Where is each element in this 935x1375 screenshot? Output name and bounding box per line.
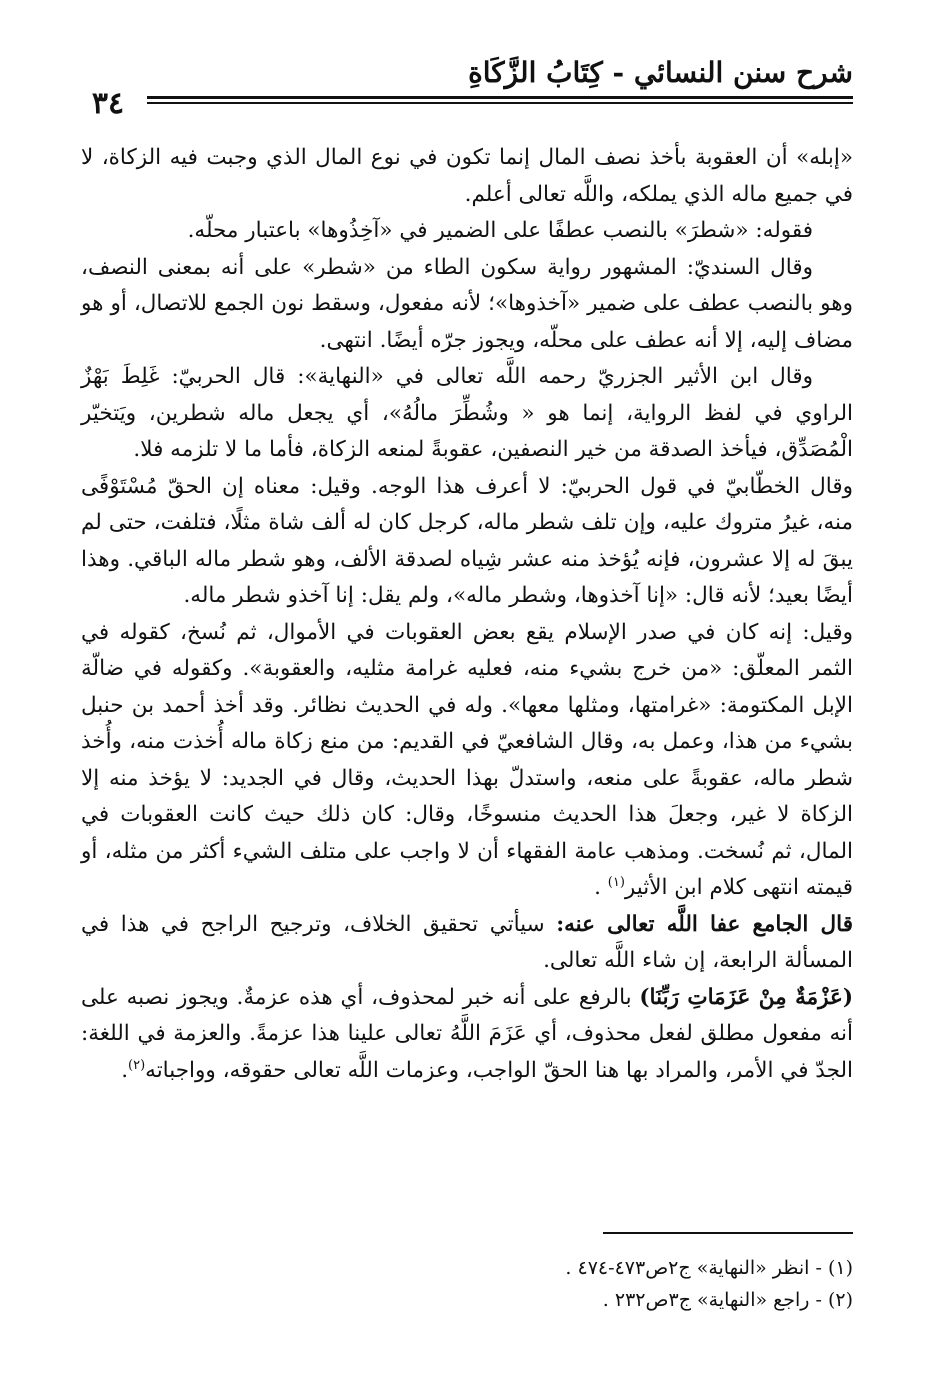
paragraph-8-lead: (عَزْمَةٌ مِنْ عَزَمَاتِ رَبِّنَا)	[639, 984, 853, 1010]
footnote-ref-2[interactable]: (٢)	[128, 1057, 146, 1073]
footnote-1: (١) - انظر «النهاية» ج٢ص٤٧٣-٤٧٤ .	[565, 1257, 853, 1279]
paragraph-6-text: وقيل: إنه كان في صدر الإسلام يقع بعض العقوبات في الأموال، ثم نُسخ، كقوله في الثمر المعلّق: «من خرج بشيء منه، فعليه غرامة مثليه، والعقوبة». وكقوله في ضالّة الإبل المكتومة: «غرامتها، ومثلها معها». وله في الحديث نظائر. وقد أخذ أحمد بن حنبل بشيء من هذا، وعمل به، وقال الشافعيّ في القديم: من منع زكاة ماله أُخذت منه، وأُخذ شطر ماله، عقوبةً على منعه، واستدلّ بهذا الحديث، وقال في الجديد: لا يؤخذ منه إلا الزكاة لا غير، وجعلَ هذا الحديث منسوخًا، وقال: كان ذلك حيث كانت العقوبات في المال، ثم نُسخت. ومذهب عامة الفقهاء أن لا واجب على متلف الشيء أكثر من مثله، أو قيمته انتهى كلام ابن الأثير	[81, 619, 853, 900]
paragraph-8: (عَزْمَةٌ مِنْ عَزَمَاتِ رَبِّنَا) بالرفع على أنه خبر لمحذوف، أي هذه عزمةٌ. ويجوز نصبه على أنه مفعول مطلق لفعل محذوف، أي عَزَمَ اللَّهُ تعالى علينا هذا عزمةً. والعزمة في اللغة: الجدّ في الأمر، والمراد بها هنا الحقّ الواجب، وعزمات اللَّه تعالى حقوقه، وواجباته$^{(٢)}$.	[81, 984, 853, 1083]
paragraph-4	[81, 359, 853, 469]
running-title: شرح سنن النسائي - كِتَابُ الزَّكَاةِ	[468, 56, 853, 89]
paragraph-2-text: فقوله: «شطرَ» بالنصب عطفًا على الضمير في «آخِذُوها» باعتبار محلّه.	[187, 218, 813, 243]
paragraph-3	[81, 250, 853, 360]
paragraph-7-text: سيأتي تحقيق الخلاف، وترجيح الراجح في هذا في المسألة الرابعة، إن شاء اللَّه تعالى.	[81, 911, 853, 973]
main-text	[81, 140, 853, 1089]
footnote-ref-1[interactable]: (١)	[607, 874, 625, 890]
paragraph-3-text: وقال السنديّ: المشهور رواية سكون الطاء من «شطر» على أنه بمعنى النصف، وهو بالنصب عطف على ضمير «آخذوها»؛ لأنه مفعول، وسقط نون الجمع للاتصال، أو هو مضاف إليه، إلا أنه عطف على محلّه، ويجوز جرّه أيضًا. انتهى.	[81, 254, 853, 353]
paragraph-2	[81, 213, 853, 250]
paragraph-7-lead: قال الجامع عفا اللَّه تعالى عنه:	[556, 911, 854, 937]
footnotes	[81, 1252, 853, 1316]
paragraph-8-text: بالرفع على أنه خبر لمحذوف، أي هذه عزمةٌ. ويجوز نصبه على أنه مفعول مطلق لفعل محذوف، أي عَزَمَ اللَّهُ تعالى علينا هذا عزمةً. والعزمة في اللغة: الجدّ في الأمر، والمراد بها هنا الحقّ الواجب، وعزمات اللَّه تعالى حقوقه، وواجباته	[81, 984, 853, 1083]
paragraph-1	[81, 140, 853, 213]
paragraph-7	[81, 907, 853, 980]
paragraph-4-text: وقال ابن الأثير الجزريّ رحمه اللَّه تعالى في «النهاية»: قال الحربيّ: غَلِطَ بَهْزٌ الراوي في لفظ الرواية، إنما هو « وشُطِّرَ مالُهُ»، أي يجعل ماله شطرين، ويَتخيّر الْمُصَدِّق، فيأخذ الصدقة من خير النصفين، عقوبةً لمنعه الزكاة، فأما ما لا تلزمه فلا.	[81, 364, 853, 462]
paragraph-1-text: «إبله» أن العقوبة بأخذ نصف المال إنما تكون في نوع المال الذي وجبت فيه الزكاة، لا في جميع ماله الذي يملكه، واللَّه تعالى أعلم.	[81, 145, 853, 207]
paragraph-5	[81, 469, 853, 615]
footnote-2: (٢) - راجع «النهاية» ج٣ص٢٣٢ .	[602, 1289, 853, 1311]
page-number: ٣٤	[91, 86, 125, 121]
running-header	[73, 56, 853, 121]
header-rule-inner	[147, 102, 853, 104]
paragraph-6: وقيل: إنه كان في صدر الإسلام يقع بعض العقوبات في الأموال، ثم نُسخ، كقوله في الثمر المعلّق: «من خرج بشيء منه، فعليه غرامة مثليه، والعقوبة». وكقوله في ضالّة الإبل المكتومة: «غرامتها، ومثلها معها». وله في الحديث نظائر. وقد أخذ أحمد بن حنبل بشيء من هذا، وعمل به، وقال الشافعيّ في القديم: من منع زكاة ماله أُخذت منه، وأُخذ شطر ماله، عقوبةً على منعه، واستدلّ بهذا الحديث، وقال في الجديد: لا يؤخذ منه إلا الزكاة لا غير، وجعلَ هذا الحديث منسوخًا، وقال: كان ذلك حيث كانت العقوبات في المال، ثم نُسخت. ومذهب عامة الفقهاء أن لا واجب على متلف الشيء أكثر من مثله، أو قيمته انتهى كلام ابن الأثير$^{(١)}$ .	[81, 619, 853, 900]
paragraph-5-text: وقال الخطّابيّ في قول الحربيّ: لا أعرف هذا الوجه. وقيل: معناه إن الحقّ مُسْتَوْفًى منه، غيرُ متروك عليه، وإن تلف شطر ماله، كرجل كان له ألف شاة مثلًا، فتلفت، حتى لم يبقَ له إلا عشرون، فإنه يُؤخذ منه عشر شِياه لصدقة الألف، وهو شطر ماله الباقي. وهذا أيضًا بعيد؛ لأنه قال: «إنا آخذوها، وشطر ماله»، ولم يقل: إنا آخذو شطر ماله.	[81, 473, 853, 608]
footnote-separator	[603, 1232, 853, 1234]
header-rule	[147, 96, 853, 99]
